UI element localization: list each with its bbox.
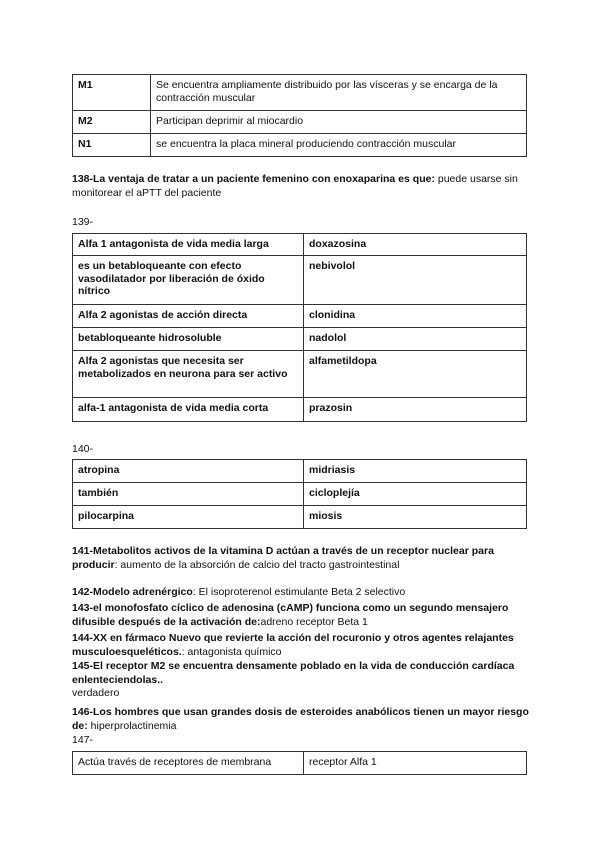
answer-text: verdadero <box>72 687 120 699</box>
question-144 <box>72 632 532 659</box>
receptor-description: se encuentra la placa mineral produciendo contracción muscular <box>151 134 527 157</box>
cell-drug: nebivolol <box>304 256 527 305</box>
cell-drug: nadolol <box>304 328 527 351</box>
cell-drug: también <box>73 483 304 506</box>
receptor-description: Participan deprimir al miocardio <box>151 111 527 134</box>
cell-drug: pilocarpina <box>73 506 304 529</box>
table-row <box>73 506 527 529</box>
cell-description: Alfa 2 agonistas de acción directa <box>73 305 304 328</box>
question-text: 145-El receptor M2 se encuentra densamente poblado en la vida de conducción cardíaca enlenteciendolas.. <box>72 660 515 686</box>
question-138 <box>72 173 532 200</box>
cell-answer: receptor Alfa 1 <box>304 752 527 775</box>
question-text: 138-La ventaja de tratar a un paciente femenino con enoxaparina es que: <box>72 173 435 185</box>
question-text: 141-Metabolitos activos de la vitamina D actúan a través de un receptor nuclear para producir <box>72 545 494 571</box>
table-row <box>73 305 527 328</box>
table-147 <box>72 751 527 775</box>
receptor-code: M1 <box>73 75 151 111</box>
question-141 <box>72 545 532 572</box>
question-text: 146-Los hombres que usan grandes dosis de esteroides anabólicos tienen un mayor riesgo de: <box>72 706 529 732</box>
table-row <box>73 398 527 422</box>
question-145 <box>72 660 532 701</box>
cell-description: Alfa 2 agonistas que necesita ser metabolizados en neurona para ser activo <box>73 351 304 398</box>
table-139 <box>72 233 527 422</box>
cell-drug: doxazosina <box>304 234 527 256</box>
answer-text: adreno receptor Beta 1 <box>260 615 368 628</box>
answer-text: puede usarse sin monitorear el aPTT del paciente <box>72 173 518 199</box>
receptor-code: N1 <box>73 134 151 157</box>
cell-description: es un betabloqueante con efecto vasodilatador por liberación de óxido nítrico <box>73 256 304 305</box>
cell-drug: atropina <box>73 460 304 483</box>
receptor-table <box>72 74 527 157</box>
cell-effect: miosis <box>304 506 527 529</box>
table-row <box>73 351 527 398</box>
question-143 <box>72 602 532 629</box>
answer-text: : aumento de la absorción de calcio del tracto gastrointestinal <box>114 558 400 571</box>
question-text: 143-el monofosfato cíclico de adenosina (cAMP) funciona como un segundo mensajero difusible después de la activación de: <box>72 602 509 628</box>
cell-description: Actúa través de receptores de membrana <box>73 752 304 775</box>
table-row <box>73 483 527 506</box>
receptor-code: M2 <box>73 111 151 134</box>
question-text: 142-Modelo adrenérgico <box>72 586 193 598</box>
cell-description: betabloqueante hidrosoluble <box>73 328 304 351</box>
cell-description: Alfa 1 antagonista de vida media larga <box>73 234 304 256</box>
cell-drug: clonidina <box>304 305 527 328</box>
table-row <box>73 75 527 111</box>
table-row <box>73 460 527 483</box>
table-row <box>73 134 527 157</box>
cell-effect: cicloplejía <box>304 483 527 506</box>
cell-effect: midriasis <box>304 460 527 483</box>
question-140-label: 140- <box>72 443 94 455</box>
table-140 <box>72 459 527 529</box>
cell-description: alfa-1 antagonista de vida media corta <box>73 398 304 422</box>
question-147-label: 147- <box>72 734 94 746</box>
table-row <box>73 328 527 351</box>
answer-text: hiperprolactinemia <box>87 719 177 732</box>
table-row <box>73 752 527 775</box>
table-row <box>73 111 527 134</box>
answer-text: : antagonista químico <box>181 645 282 658</box>
question-139-label: 139- <box>72 216 94 228</box>
cell-drug: prazosin <box>304 398 527 422</box>
question-text: 144-XX en fármaco Nuevo que revierte la acción del rocuronio y otros agentes relajantes musculoesqueléticos. <box>72 632 514 658</box>
receptor-description: Se encuentra ampliamente distribuido por las vísceras y se encarga de la contracción muscular <box>151 75 527 111</box>
question-146 <box>72 706 532 733</box>
answer-text: : El isoproterenol estimulante Beta 2 selectivo <box>192 586 406 598</box>
table-row <box>73 234 527 256</box>
question-142 <box>72 586 532 600</box>
cell-drug: alfametildopa <box>304 351 527 398</box>
table-row <box>73 256 527 305</box>
